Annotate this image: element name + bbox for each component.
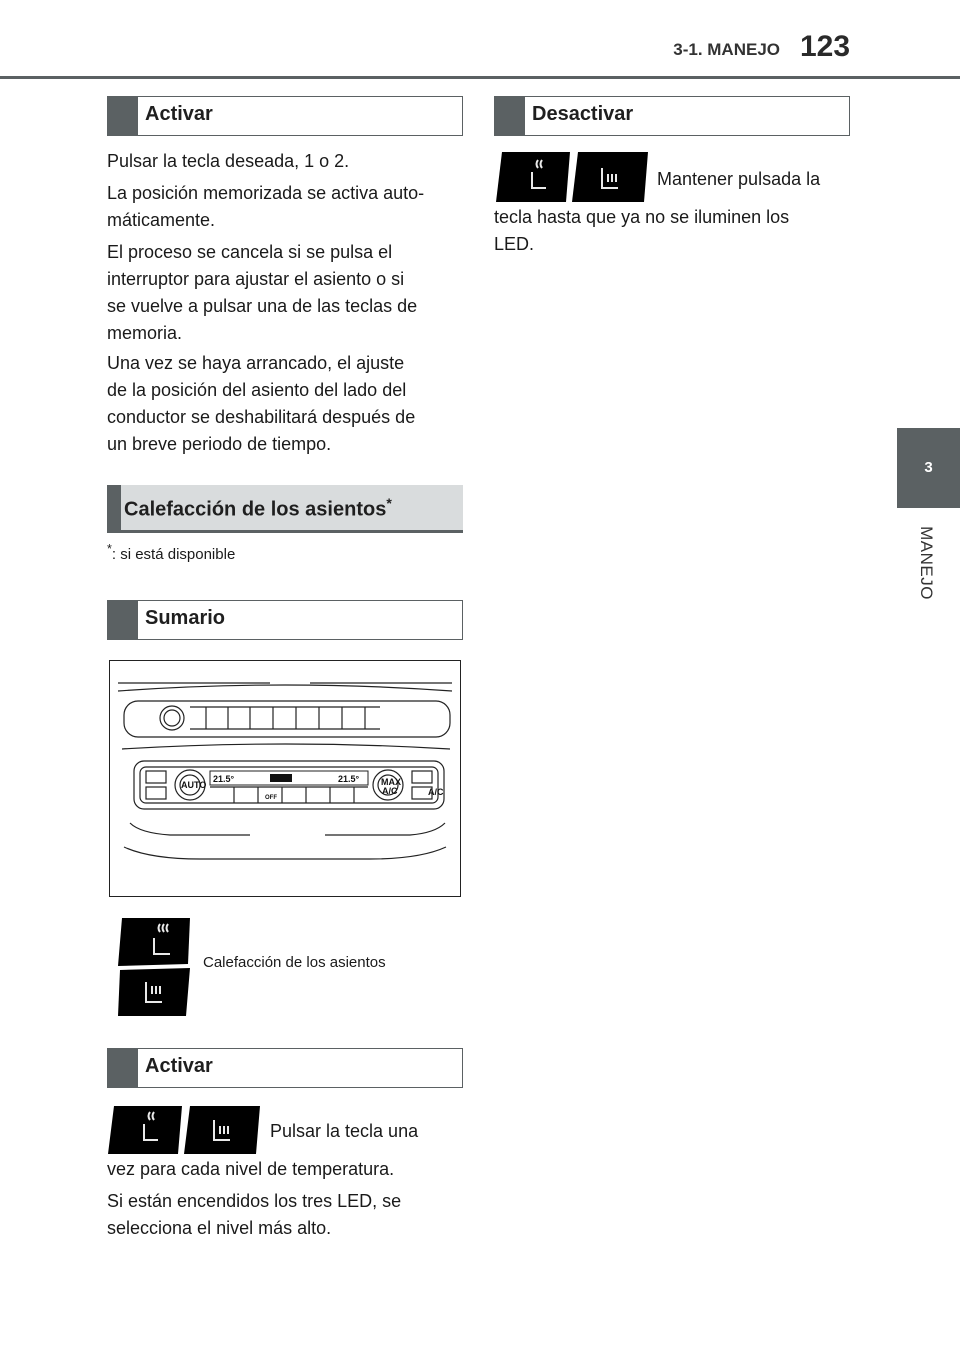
- chapter-label: [896, 518, 956, 608]
- ac-label-button: A/C: [428, 787, 444, 797]
- heading-desactivar-text: Desactivar: [532, 103, 634, 125]
- para-led-1: Si están encendidos los tres LED, se: [107, 1191, 402, 1211]
- para-pulsar: Pulsar la tecla deseada, 1 o 2.: [107, 151, 350, 171]
- para-arranque-4: un breve periodo de tiempo.: [107, 434, 332, 454]
- temp-right: 21.5°: [338, 774, 360, 784]
- para-posicion-2: máticamente.: [107, 210, 216, 230]
- legend-text: Calefacción de los asientos: [203, 954, 386, 971]
- off-label: OFF: [265, 795, 277, 801]
- climate-panel-figure: [109, 660, 461, 897]
- heading-marker: [107, 485, 121, 530]
- para-cancela-1: El proceso se cancela si se pulsa el: [107, 242, 393, 262]
- seat-heating-buttons-right-drawing: [496, 152, 648, 202]
- para-cancela-2: interruptor para ajustar el asiento o si: [107, 269, 405, 289]
- para-arranque-2: de la posición del asiento del lado del: [107, 380, 407, 400]
- climate-panel-drawing: [110, 661, 460, 896]
- heading-activar-2: [107, 1048, 463, 1088]
- section-heading-calefaccion-text: Calefacción de los asientos*: [124, 495, 392, 521]
- auto-label: AUTO: [181, 780, 207, 790]
- heading-activar: [107, 96, 463, 136]
- page-number: 123: [800, 30, 851, 63]
- para-cancela-3: se vuelve a pulsar una de las teclas de: [107, 296, 418, 316]
- seat-heating-buttons-inline-drawing: [108, 1106, 260, 1154]
- footnote-mark: *: [386, 495, 392, 511]
- para-cancela-4: memoria.: [107, 323, 183, 343]
- footnote: [107, 542, 235, 563]
- heading-marker: [108, 97, 138, 135]
- seat-heating-buttons-inline: [108, 1106, 260, 1154]
- heading-marker: [108, 1049, 138, 1087]
- chapter-label-text: MANEJO: [917, 526, 936, 600]
- seat-heating-buttons-drawing: [116, 916, 192, 1018]
- para-led-2: selecciona el nivel más alto.: [107, 1218, 332, 1238]
- heading-sumario: [107, 600, 463, 640]
- para-arranque-1: Una vez se haya arrancado, el ajuste: [107, 353, 405, 373]
- heading-marker: [495, 97, 525, 135]
- footnote-star: *: [107, 542, 112, 556]
- ac-label-knob: A/C: [382, 786, 398, 796]
- seat-heating-buttons-right: [496, 152, 648, 202]
- section-heading-calefaccion: [107, 485, 463, 533]
- para-mantener-2: tecla hasta que ya no se iluminen los: [494, 207, 790, 227]
- header-rule: [0, 76, 960, 79]
- temp-left: 21.5°: [213, 774, 235, 784]
- heading-marker: [108, 601, 138, 639]
- para-mantener-3: LED.: [494, 234, 535, 254]
- footnote-text: : si está disponible: [111, 546, 236, 563]
- para-pulsar-tecla-1: Pulsar la tecla una: [270, 1121, 419, 1141]
- max-label: MAX: [381, 777, 401, 787]
- heading-activar-text: Activar: [145, 103, 213, 125]
- heading-desactivar: [494, 96, 850, 136]
- para-arranque-3: conductor se deshabilitará después de: [107, 407, 416, 427]
- heading-sumario-text: Sumario: [145, 607, 226, 629]
- seat-heating-buttons-legend: [116, 916, 192, 1018]
- para-mantener-1: Mantener pulsada la: [657, 169, 821, 189]
- para-posicion-1: La posición memorizada se activa auto-: [107, 183, 425, 203]
- chapter-tab: 3: [897, 428, 960, 508]
- section-title: 3-1. MANEJO: [673, 40, 780, 59]
- heading-activar-2-text: Activar: [145, 1055, 213, 1077]
- para-pulsar-tecla-2: vez para cada nivel de temperatura.: [107, 1159, 395, 1179]
